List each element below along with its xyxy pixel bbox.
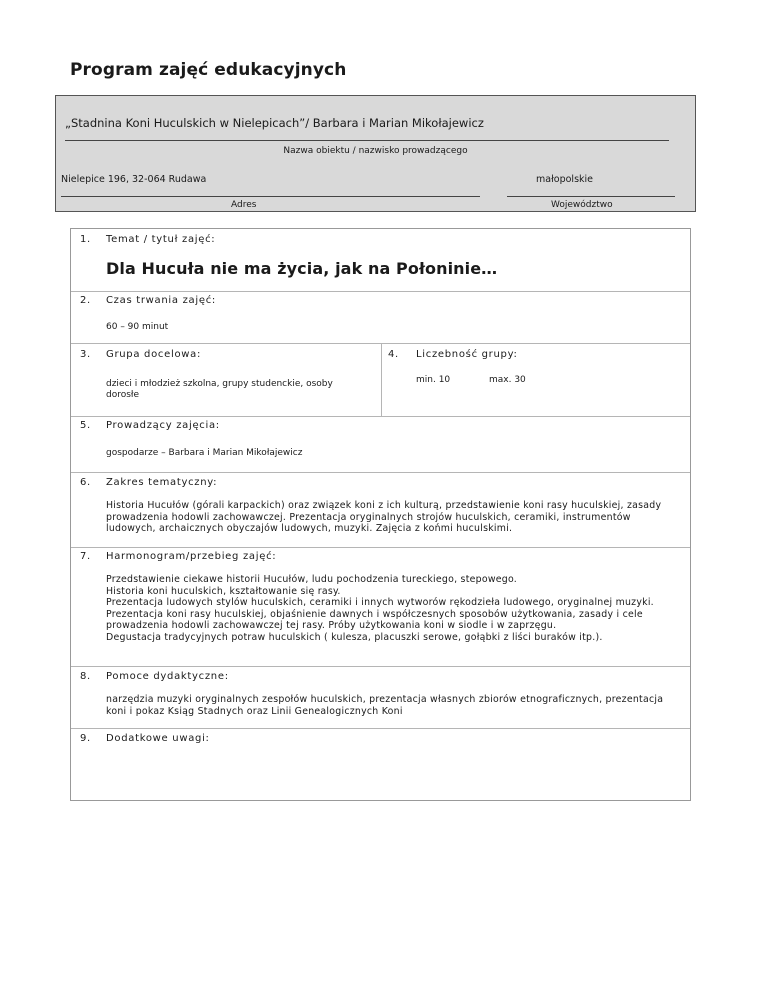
row-divider xyxy=(71,472,690,473)
row-divider xyxy=(71,547,690,548)
section-6-scope: Historia Hucułów (górali karpackich) oraz związek koni z ich kulturą, przedstawienie koni rasy huculskiej, zasady prowadzenia hodowli zachowawczej. Prezentacja oryginalnych strojów huculskich, ceramiki, instrumentów ludowych, archaicznych obyczajów ludowych, muzyki. Zajęcia z końmi huculskimi. xyxy=(106,500,662,535)
section-4-number: 4. xyxy=(388,349,399,360)
address-value: Nielepice 196, 32-064 Rudawa xyxy=(61,174,207,185)
address-underline xyxy=(61,196,480,197)
section-1-label: Temat / tytuł zajęć: xyxy=(106,234,216,245)
section-9-number: 9. xyxy=(80,733,91,744)
schedule-line: Prezentacja ludowych stylów huculskich, ceramiki i innych wytworów rękodzieła ludowego, oryginalnej muzyki. xyxy=(106,597,654,609)
object-name: „Stadnina Koni Huculskich w Nielepicach”/ Barbara i Marian Mikołajewicz xyxy=(65,116,484,130)
section-4-label: Liczebność grupy: xyxy=(416,349,518,360)
section-3-number: 3. xyxy=(80,349,91,360)
section-7-schedule xyxy=(106,574,676,644)
section-8-number: 8. xyxy=(80,671,91,682)
row-divider xyxy=(71,291,690,292)
row-divider xyxy=(71,416,690,417)
voivodeship-caption: Województwo xyxy=(551,200,613,210)
voivodeship-value: małopolskie xyxy=(536,174,594,185)
object-name-underline xyxy=(65,140,669,141)
section-5-number: 5. xyxy=(80,420,91,431)
row-divider xyxy=(71,728,690,729)
section-8-label: Pomoce dydaktyczne: xyxy=(106,671,229,682)
section-5-instructors: gospodarze – Barbara i Marian Mikołajewicz xyxy=(106,448,303,458)
section-2-number: 2. xyxy=(80,295,91,306)
section-2-duration: 60 – 90 minut xyxy=(106,322,169,332)
schedule-line: Degustacja tradycyjnych potraw huculskich ( kulesza, placuszki serowe, gołąbki z liści buraków itp.). xyxy=(106,631,603,643)
section-8-teaching-aids: narzędzia muzyki oryginalnych zespołów huculskich, prezentacja własnych zbiorów etnograficznych, prezentacja koni i pokaz Ksiąg Stadnych oraz Linii Genealogicznych Koni xyxy=(106,694,664,717)
page-title: Program zajęć edukacyjnych xyxy=(70,60,347,80)
section-3-label: Grupa docelowa: xyxy=(106,349,202,360)
section-9-label: Dodatkowe uwagi: xyxy=(106,733,210,744)
section-6-label: Zakres tematyczny: xyxy=(106,477,218,488)
section-4-min: min. 10 xyxy=(416,375,451,385)
section-7-number: 7. xyxy=(80,551,91,562)
section-1-topic: Dla Hucuła nie ma życia, jak na Połoninie… xyxy=(106,259,498,278)
section-4-max: max. 30 xyxy=(489,375,526,385)
row-divider xyxy=(71,666,690,667)
section-6-number: 6. xyxy=(80,477,91,488)
section-2-label: Czas trwania zajęć: xyxy=(106,295,216,306)
section-1-number: 1. xyxy=(80,234,91,245)
object-name-caption: Nazwa obiektu / nazwisko prowadzącego xyxy=(283,146,468,156)
voivodeship-underline xyxy=(507,196,675,197)
schedule-line: Przedstawienie ciekawe historii Hucułów, ludu pochodzenia tureckiego, stepowego. xyxy=(106,574,518,585)
schedule-line: Historia koni huculskich, kształtowanie się rasy. xyxy=(106,585,341,597)
section-7-label: Harmonogram/przebieg zajęć: xyxy=(106,551,277,562)
section-3-target-group: dzieci i młodzież szkolna, grupy studenckie, osoby dorosłe xyxy=(106,379,333,400)
section-5-label: Prowadzący zajęcia: xyxy=(106,420,220,431)
address-caption: Adres xyxy=(231,200,257,210)
program-form xyxy=(70,228,691,801)
column-divider xyxy=(381,343,382,416)
header-box xyxy=(55,95,696,212)
schedule-line: Prezentacja koni rasy huculskiej, objaśnienie dawnych i współczesnych sposobów użytkowania, zasady i cele prowadzenia hodowli zachowawczej tej rasy. Próby użytkowania koni w siodle i w zaprzęgu. xyxy=(106,608,643,632)
